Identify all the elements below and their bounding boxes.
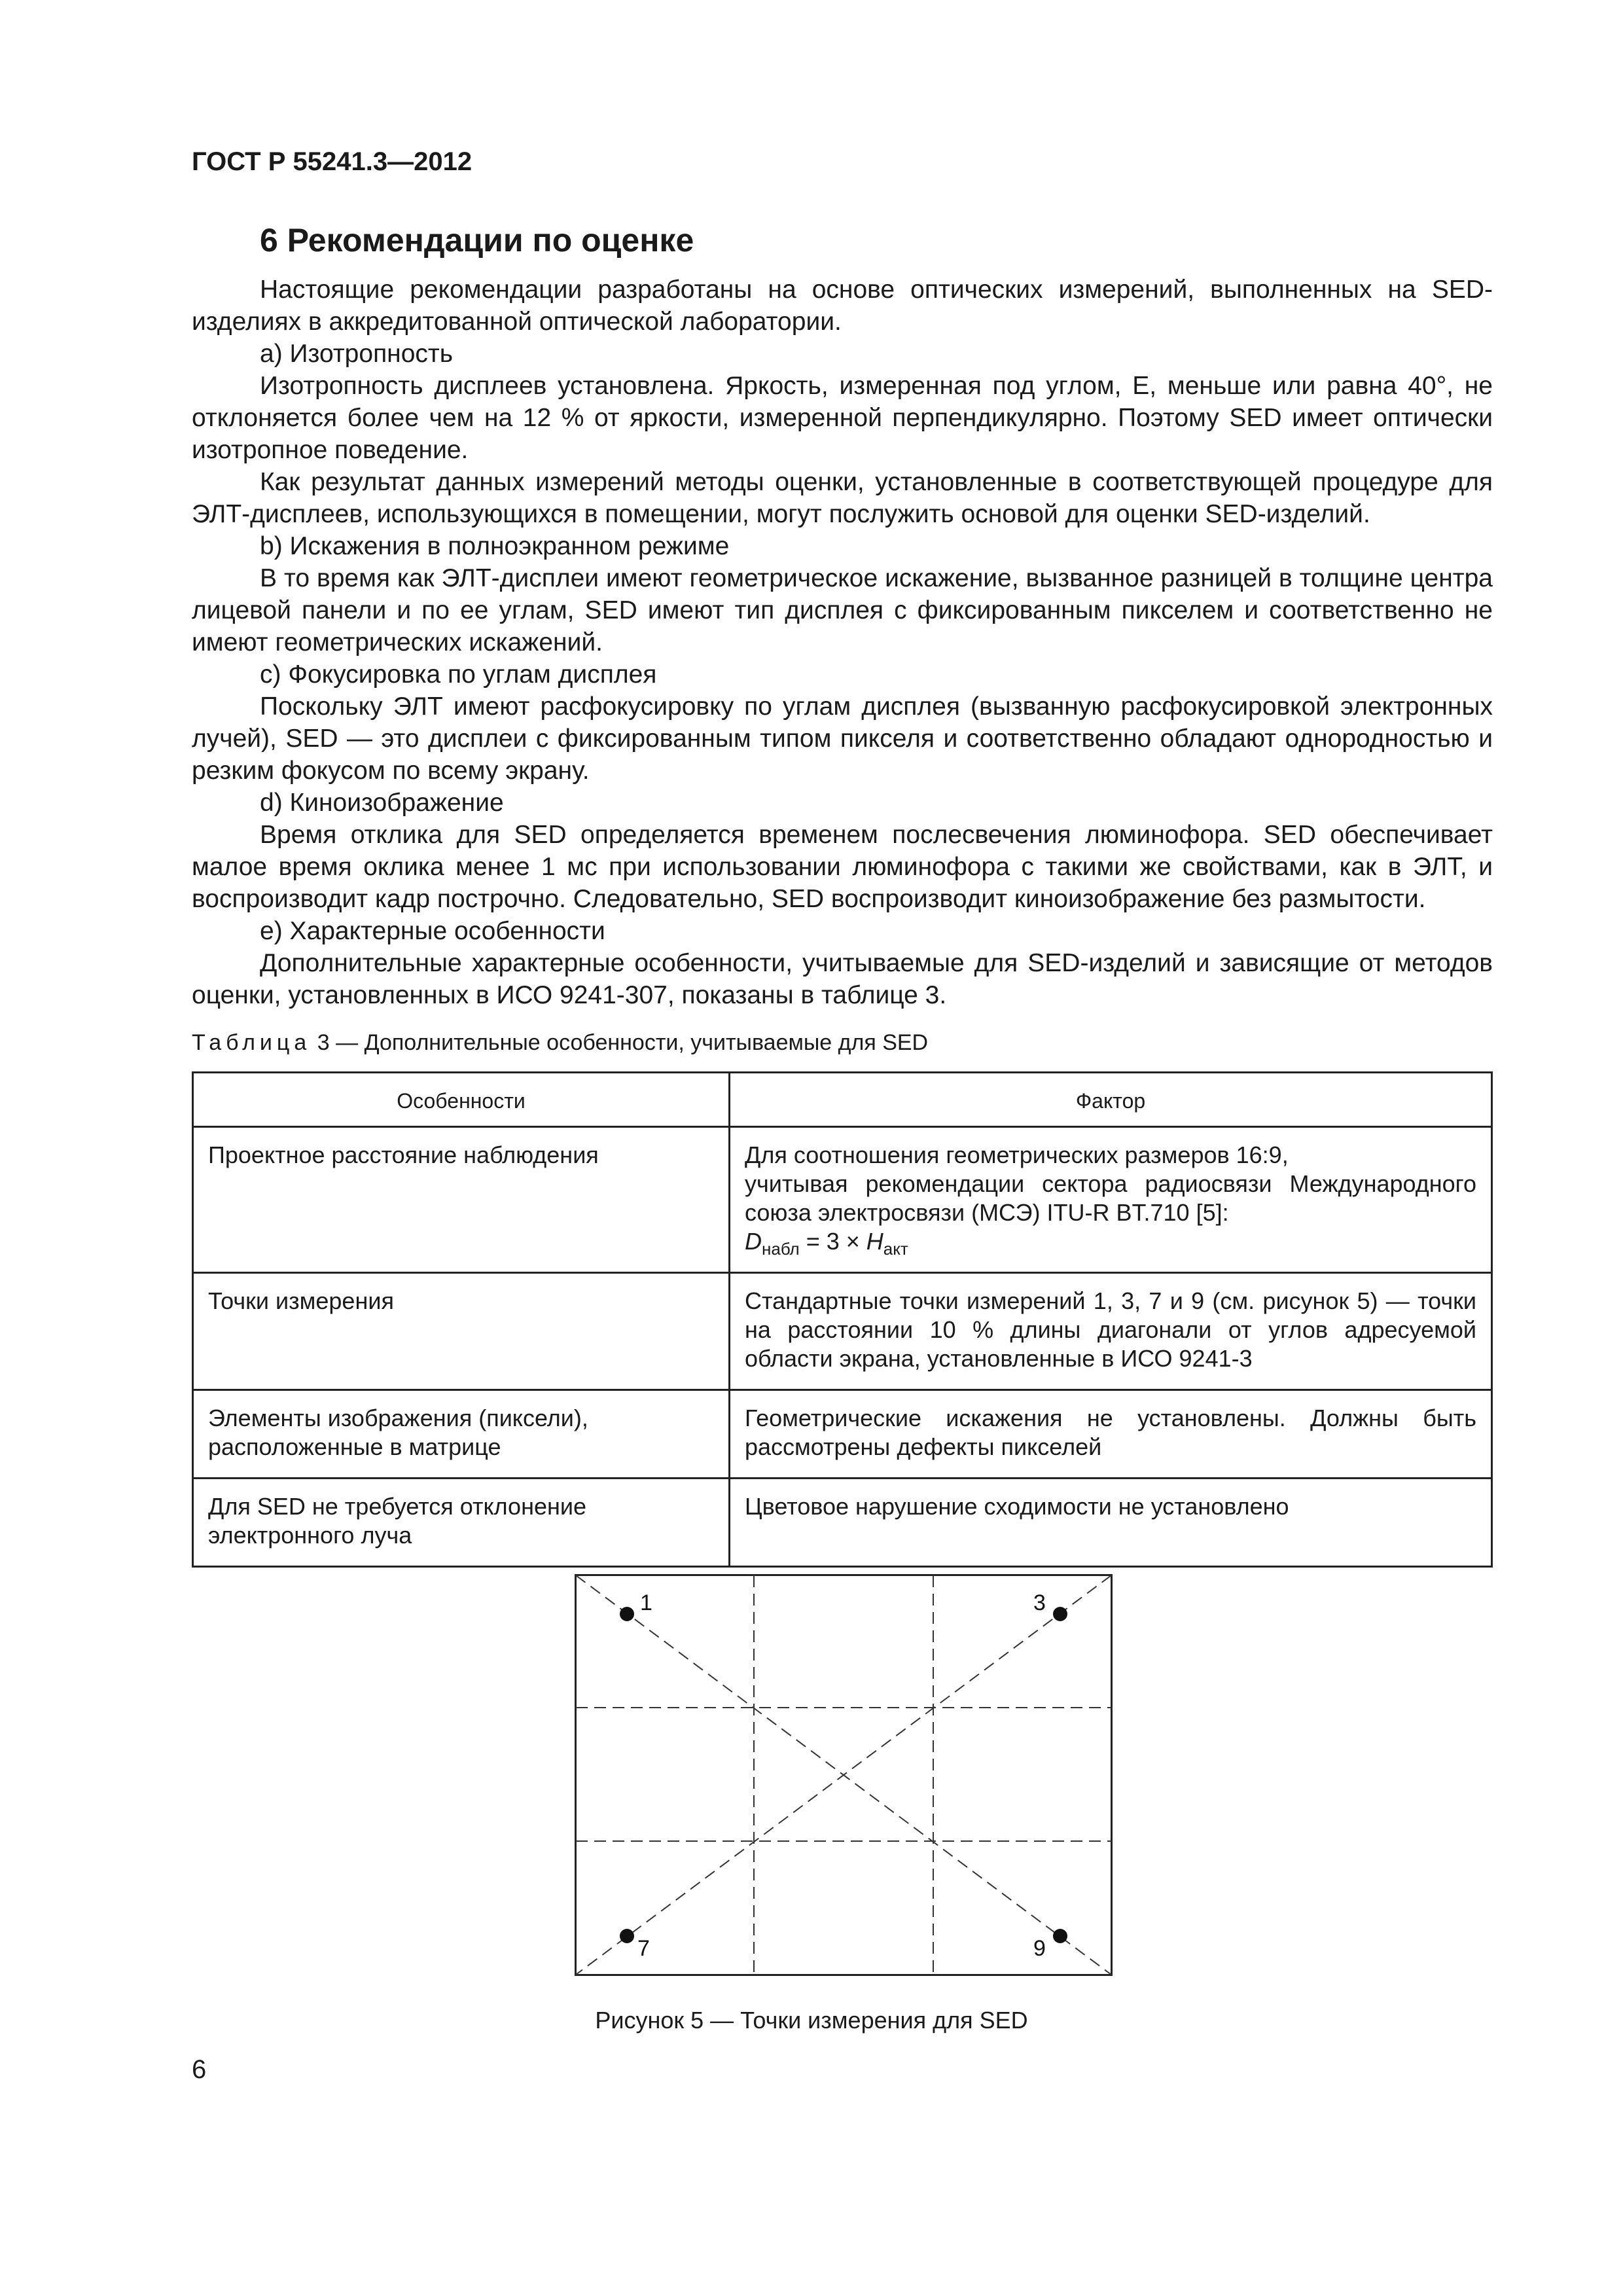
figure-caption: Рисунок 5 — Точки измерения для SED	[595, 2007, 1028, 2034]
column-header-factor: Фактор	[730, 1073, 1492, 1127]
point-label-3: 3	[1033, 1590, 1046, 1615]
table-row	[193, 1390, 1492, 1479]
formula-d-sub: набл	[762, 1239, 800, 1259]
table-row	[193, 1127, 1492, 1273]
point-label-7: 7	[637, 1936, 650, 1961]
table-header-row	[193, 1073, 1492, 1127]
feature-cell: Элементы изображения (пиксели), расположенные в матрице	[193, 1390, 730, 1479]
formula-mid: = 3 ×	[799, 1228, 866, 1255]
factor-cell: Цветовое нарушение сходимости не установлено	[730, 1479, 1492, 1567]
page-number: 6	[192, 2055, 207, 2084]
factor-line: Для соотношения геометрических размеров 16:9,	[745, 1141, 1289, 1168]
point-label-1: 1	[640, 1590, 652, 1615]
factor-cell	[730, 1127, 1492, 1273]
formula-h: H	[866, 1228, 883, 1255]
factor-line: учитывая рекомендации сектора радиосвязи Международного союза электросвязи (МСЭ) ITU-R BT.710 [5]:	[745, 1170, 1476, 1226]
measurement-point-3	[1053, 1607, 1067, 1621]
formula-h-sub: акт	[883, 1239, 908, 1259]
subheading: d) Киноизображение	[260, 789, 504, 817]
paragraph: В то время как ЭЛТ-дисплеи имеют геометрическое искажение, вызванное разницей в толщине центра лицевой панели и по ее углам, SED имеют тип дисплея с фиксированным пикселем и соответственно не имеют геометрических искажений.	[192, 564, 1493, 656]
paragraph: Изотропность дисплеев установлена. Яркость, измеренная под углом, E, меньше или равна 40°, не отклоняется более чем на 12 % от яркости, измеренной перпендикулярно. Поэтому SED имеет оптически изотропное поведение.	[192, 372, 1493, 464]
feature-cell: Проектное расстояние наблюдения	[193, 1127, 730, 1273]
formula-d: D	[745, 1228, 762, 1255]
point-label-9: 9	[1033, 1936, 1046, 1961]
table-row	[193, 1479, 1492, 1567]
grid-lines	[576, 1575, 1111, 1975]
section-title: 6 Рекомендации по оценке	[260, 222, 694, 259]
paragraph: Поскольку ЭЛТ имеют расфокусировку по углам дисплея (вызванную расфокусировкой электронных лучей), SED — это дисплеи с фиксированным типом пикселя и соответственно обладают однородностью и резким фокусом по всему экрану.	[192, 692, 1493, 785]
table-caption-label: Таблица	[192, 1030, 312, 1055]
paragraph: Дополнительные характерные особенности, учитываемые для SED-изделий и зависящие от методов оценки, установленных в ИСО 9241-307, показаны в таблице 3.	[192, 949, 1493, 1009]
formula	[745, 1227, 1476, 1259]
subheading: c) Фокусировка по углам дисплея	[260, 660, 657, 689]
paragraph: Как результат данных измерений методы оценки, установленные в соответствующей процедуре для ЭЛТ-дисплеев, использующихся в помещении, могут послужить основой для оценки SED-изделий.	[192, 468, 1493, 528]
body-text	[192, 274, 1493, 1011]
factor-cell: Геометрические искажения не установлены. Должны быть рассмотрены дефекты пикселей	[730, 1390, 1492, 1479]
features-table	[192, 1071, 1493, 1568]
subheading: a) Изотропность	[260, 340, 454, 368]
document-header: ГОСТ Р 55241.3—2012	[192, 147, 473, 176]
column-header-features: Особенности	[193, 1073, 730, 1127]
measurement-point-9	[1053, 1929, 1067, 1943]
measurement-point-7	[620, 1929, 634, 1943]
table-caption	[192, 1030, 928, 1056]
subheading: e) Характерные особенности	[260, 917, 605, 945]
paragraph: Время отклика для SED определяется временем послесвечения люминофора. SED обеспечивает малое время оклика менее 1 мс при использовании люминофора с такими же свойствами, как в ЭЛТ, и воспроизводит кадр построчно. Следовательно, SED воспроизводит киноизображение без размытости.	[192, 821, 1493, 913]
factor-cell: Стандартные точки измерений 1, 3, 7 и 9 (см. рисунок 5) — точки на расстоянии 10 % длины диагонали от углов адресуемой области экрана, установленные в ИСО 9241-3	[730, 1273, 1492, 1390]
subheading: b) Искажения в полноэкранном режиме	[260, 532, 730, 560]
table-row	[193, 1273, 1492, 1390]
measurement-points-figure	[575, 1574, 1113, 1976]
feature-cell: Точки измерения	[193, 1273, 730, 1390]
feature-cell: Для SED не требуется отклонение электронного луча	[193, 1479, 730, 1567]
paragraph: Настоящие рекомендации разработаны на основе оптических измерений, выполненных на SED-изделиях в аккредитованной оптической лаборатории.	[192, 276, 1493, 336]
table-caption-text: 3 — Дополнительные особенности, учитываемые для SED	[317, 1030, 929, 1055]
measurement-point-1	[620, 1607, 634, 1621]
